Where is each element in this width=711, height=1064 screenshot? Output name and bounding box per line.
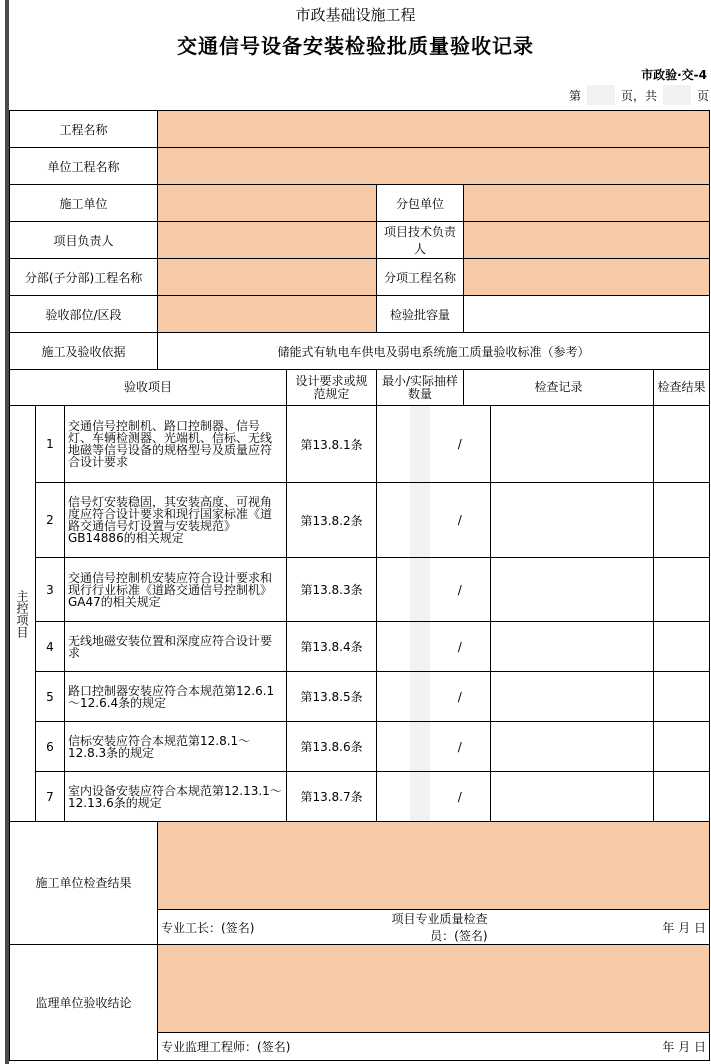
min-count-cell[interactable] xyxy=(377,622,410,672)
count-divider xyxy=(410,722,430,772)
supervisor-date xyxy=(430,1033,710,1061)
org-heading: 市政基础设施工程 xyxy=(295,6,416,24)
item-clause: 第13.8.2条 xyxy=(287,483,377,558)
row-division xyxy=(10,259,710,296)
form-code: 市政验·交-4 xyxy=(641,68,707,82)
contractor-result-label: 施工单位检查结果 xyxy=(10,822,158,945)
tech-manager-field[interactable] xyxy=(464,222,710,259)
item-text: 交通信号控制机安装应符合设计要求和现行行业标准《道路交通信号控制机》GA47的相关规定 xyxy=(65,558,287,622)
check-result-cell[interactable] xyxy=(654,558,710,622)
check-record-cell[interactable] xyxy=(491,722,654,772)
subcontractor-field[interactable] xyxy=(464,185,710,222)
unit-project-label: 单位工程名称 xyxy=(10,148,158,185)
engineer-label: 专业监理工程师：(签名) xyxy=(161,1040,291,1054)
check-result-cell[interactable] xyxy=(654,772,710,822)
item-text: 无线地磁安装位置和深度应符合设计要求 xyxy=(65,622,287,672)
item-number: 4 xyxy=(36,622,65,672)
min-count-cell[interactable] xyxy=(377,406,410,483)
row-basis xyxy=(10,333,710,370)
item-number: 1 xyxy=(36,406,65,483)
col-result-header: 检查结果 xyxy=(654,370,710,406)
table-row xyxy=(10,483,710,558)
project-manager-label: 项目负责人 xyxy=(10,222,158,259)
subcontractor-label: 分包单位 xyxy=(377,185,464,222)
foreman-label: 专业工长：(签名) xyxy=(161,920,255,935)
col-design-header: 设计要求或规范规定 xyxy=(287,370,377,406)
item-number: 5 xyxy=(36,672,65,722)
check-record-cell[interactable] xyxy=(491,772,654,822)
check-result-cell[interactable] xyxy=(654,622,710,672)
actual-count-cell[interactable]: / xyxy=(430,772,491,822)
table-row xyxy=(10,622,710,672)
check-result-cell[interactable] xyxy=(654,672,710,722)
project-manager-field[interactable] xyxy=(158,222,377,259)
item-text: 路口控制器安装应符合本规范第12.6.1～12.6.4条的规定 xyxy=(65,672,287,722)
col-min-actual-header: 最小/实际抽样数量 xyxy=(377,370,464,406)
item-text: 室内设备安装应符合本规范第12.13.1～12.13.6条的规定 xyxy=(65,772,287,822)
unit-project-field[interactable] xyxy=(158,148,710,185)
min-count-cell[interactable] xyxy=(377,772,410,822)
tech-manager-label: 项目技术负责人 xyxy=(377,222,464,259)
actual-count-cell[interactable]: / xyxy=(430,722,491,772)
min-count-cell[interactable] xyxy=(377,672,410,722)
page-total-field[interactable] xyxy=(663,85,691,105)
row-contractor-result xyxy=(10,822,710,910)
page-number-field[interactable] xyxy=(587,85,615,105)
contractor-field[interactable] xyxy=(158,185,377,222)
actual-count-cell[interactable]: / xyxy=(430,672,491,722)
min-count-cell[interactable] xyxy=(377,722,410,772)
item-clause: 第13.8.3条 xyxy=(287,558,377,622)
supervisor-result-field[interactable] xyxy=(158,945,710,1033)
main-control-label: 主控项目 xyxy=(10,406,36,822)
inspector-label: 项目专业质量检查员：(签名) xyxy=(391,912,488,943)
page-prefix: 第 xyxy=(568,88,581,103)
batch-capacity-field[interactable] xyxy=(464,296,710,333)
supervisor-date-label: 年 月 日 xyxy=(662,1040,707,1054)
check-result-cell[interactable] xyxy=(654,406,710,483)
item-number: 3 xyxy=(36,558,65,622)
check-result-cell[interactable] xyxy=(654,483,710,558)
sub-division-field[interactable] xyxy=(158,259,377,296)
col-item-header: 验收项目 xyxy=(10,370,287,406)
project-name-label: 工程名称 xyxy=(10,111,158,148)
min-count-cell[interactable] xyxy=(377,483,410,558)
item-clause: 第13.8.7条 xyxy=(287,772,377,822)
form-title: 交通信号设备安装检验批质量验收记录 xyxy=(177,34,534,58)
page-mid: 页，共 xyxy=(620,88,657,103)
actual-count-cell[interactable]: / xyxy=(430,406,491,483)
table-row xyxy=(10,672,710,722)
record-table xyxy=(9,110,710,1061)
row-unit-project xyxy=(10,148,710,185)
item-text: 信号灯安装稳固，其安装高度、可视角度应符合设计要求和现行国家标准《道路交通信号灯设置与安装规范》GB14886的相关规定 xyxy=(65,483,287,558)
check-record-cell[interactable] xyxy=(491,406,654,483)
check-record-cell[interactable] xyxy=(491,483,654,558)
inspector-sign xyxy=(377,910,491,945)
batch-capacity-label: 检验批容量 xyxy=(377,296,464,333)
supervisor-result-label: 监理单位验收结论 xyxy=(10,945,158,1061)
location-label: 验收部位/区段 xyxy=(10,296,158,333)
basis-value: 储能式有轨电车供电及弱电系统施工质量验收标准（参考） xyxy=(158,333,710,370)
actual-count-cell[interactable]: / xyxy=(430,483,491,558)
min-count-cell[interactable] xyxy=(377,558,410,622)
count-divider xyxy=(410,672,430,722)
count-divider xyxy=(410,622,430,672)
engineer-sign xyxy=(158,1033,430,1061)
check-record-cell[interactable] xyxy=(491,622,654,672)
actual-count-cell[interactable]: / xyxy=(430,622,491,672)
row-project-name xyxy=(10,111,710,148)
count-divider xyxy=(410,772,430,822)
foreman-sign xyxy=(158,910,377,945)
page-suffix: 页 xyxy=(696,88,709,103)
row-supervisor-result xyxy=(10,945,710,1033)
sub-division-label: 分部(子分部)工程名称 xyxy=(10,259,158,296)
sub-item-label: 分项工程名称 xyxy=(377,259,464,296)
check-result-cell[interactable] xyxy=(654,722,710,772)
row-contractor xyxy=(10,185,710,222)
basis-label: 施工及验收依据 xyxy=(10,333,158,370)
item-text: 交通信号控制机、路口控制器、信号灯、车辆检测器、光端机、信标、无线地磁等信号设备的规格型号及质量应符合设计要求 xyxy=(65,406,287,483)
item-clause: 第13.8.5条 xyxy=(287,672,377,722)
row-location xyxy=(10,296,710,333)
item-clause: 第13.8.6条 xyxy=(287,722,377,772)
table-row xyxy=(10,722,710,772)
item-number: 7 xyxy=(36,772,65,822)
item-number: 6 xyxy=(36,722,65,772)
count-divider xyxy=(410,483,430,558)
row-column-header xyxy=(10,370,710,406)
count-divider xyxy=(410,558,430,622)
check-record-cell[interactable] xyxy=(491,672,654,722)
table-row xyxy=(10,406,710,483)
item-clause: 第13.8.4条 xyxy=(287,622,377,672)
row-managers xyxy=(10,222,710,259)
check-record-cell[interactable] xyxy=(491,558,654,622)
page-counter xyxy=(569,84,709,106)
project-name-field[interactable] xyxy=(158,111,710,148)
actual-count-cell[interactable]: / xyxy=(430,558,491,622)
table-row xyxy=(10,558,710,622)
location-field[interactable] xyxy=(158,296,377,333)
item-text: 信标安装应符合本规范第12.8.1～12.8.3条的规定 xyxy=(65,722,287,772)
col-record-header: 检查记录 xyxy=(464,370,654,406)
count-divider xyxy=(410,406,430,483)
contractor-date xyxy=(491,910,710,945)
contractor-label: 施工单位 xyxy=(10,185,158,222)
sub-item-field[interactable] xyxy=(464,259,710,296)
table-row xyxy=(10,772,710,822)
item-number: 2 xyxy=(36,483,65,558)
item-clause: 第13.8.1条 xyxy=(287,406,377,483)
contractor-date-label: 年 月 日 xyxy=(662,920,707,935)
contractor-result-field[interactable] xyxy=(158,822,710,910)
